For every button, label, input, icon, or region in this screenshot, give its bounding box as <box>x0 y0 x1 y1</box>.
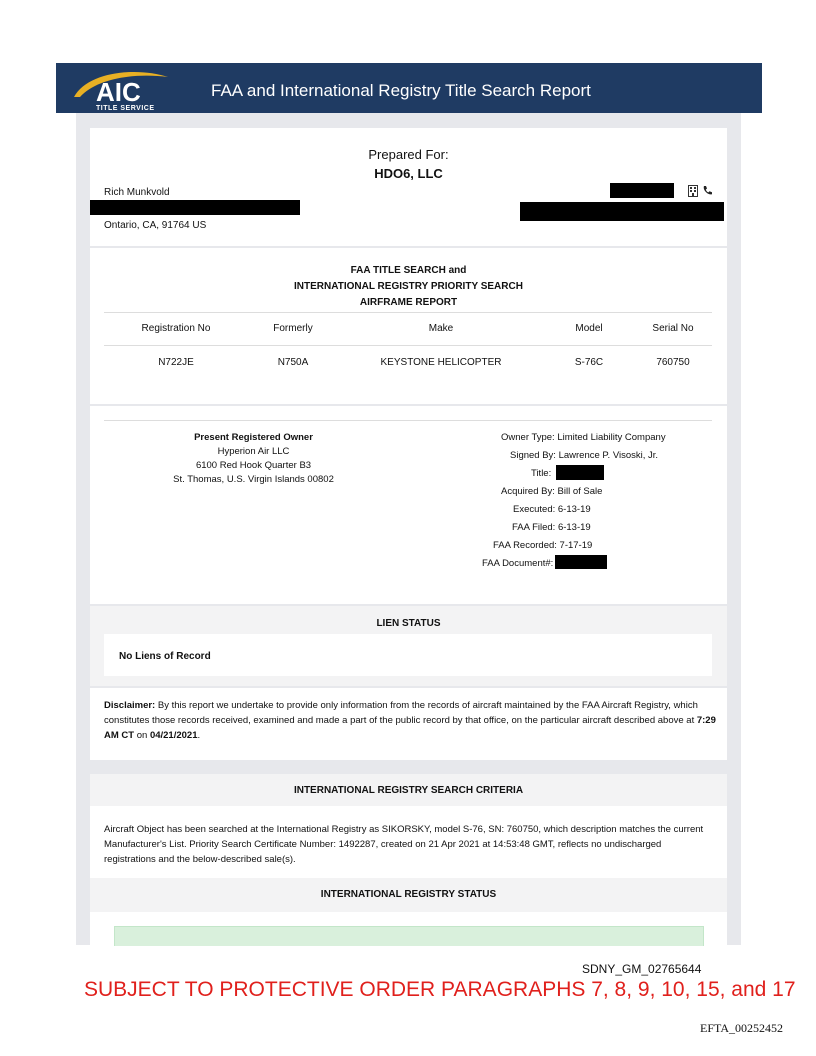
redacted-phone <box>610 183 674 198</box>
signed-by-label: Signed By: <box>510 450 556 461</box>
disclaimer-on: on <box>134 730 150 741</box>
cell-registration: N722JE <box>158 357 194 368</box>
owner-type-row <box>501 432 666 443</box>
faa-recorded-row <box>493 540 592 551</box>
faa-recorded-label: FAA Recorded: <box>493 540 557 551</box>
ir-criteria-heading-bar <box>90 774 727 806</box>
faa-search-card <box>90 248 727 404</box>
signed-by-row <box>510 450 658 461</box>
faa-document-label: FAA Document#: <box>482 558 554 569</box>
report-header <box>56 63 762 113</box>
ir-status-heading-bar <box>90 878 727 912</box>
title-label: Title: <box>531 468 552 479</box>
faa-filed-row <box>512 522 591 533</box>
building-icon <box>688 185 698 197</box>
efta-number: EFTA_00252452 <box>700 1021 784 1035</box>
col-header-formerly: Formerly <box>273 323 313 334</box>
prepared-for-card <box>90 128 727 246</box>
disclaimer-text <box>104 698 716 743</box>
aic-logo <box>68 67 176 111</box>
acquired-by-row <box>501 486 602 497</box>
prepared-for-label: Prepared For: <box>368 147 449 162</box>
logo-sub-text: TITLE SERVICE <box>96 105 155 111</box>
faa-title-line3: AIRFRAME REPORT <box>359 297 458 308</box>
phone-icon <box>702 185 713 196</box>
faa-filed-label: FAA Filed: <box>512 522 556 533</box>
table-top-rule <box>104 312 712 313</box>
contact-name: Rich Munkvold <box>104 187 170 198</box>
faa-title-line1: FAA TITLE SEARCH and <box>350 265 467 276</box>
contact-city: Ontario, CA, 91764 US <box>104 220 207 231</box>
ir-criteria-heading: INTERNATIONAL REGISTRY SEARCH CRITERIA <box>293 785 524 796</box>
cell-serial: 760750 <box>656 357 690 368</box>
redacted-email <box>520 202 724 221</box>
owner-top-rule <box>104 420 712 421</box>
disclaimer-time: 7:29 AM CT <box>104 715 716 741</box>
ir-status-card <box>90 912 727 945</box>
owner-type-value: Limited Liability Company <box>557 432 666 443</box>
col-header-make: Make <box>428 323 454 334</box>
faa-title-line2: INTERNATIONAL REGISTRY PRIORITY SEARCH <box>294 281 523 292</box>
disclaimer-body: By this report we undertake to provide only information from the records of aircraft maintained by the FAA Aircraft Registry, which constitutes those records received, examined and made a part of the public record by that office, on the particular aircraft described above at <box>104 700 698 726</box>
cell-formerly: N750A <box>277 357 309 368</box>
lien-text: No Liens of Record <box>119 651 211 662</box>
owner-address2: St. Thomas, U.S. Virgin Islands 00802 <box>173 474 334 485</box>
owner-type-label: Owner Type: <box>501 432 555 443</box>
signed-by-value: Lawrence P. Visoski, Jr. <box>558 450 659 461</box>
faa-recorded-value: 7-17-19 <box>559 540 593 551</box>
acquired-by-value: Bill of Sale <box>557 486 603 497</box>
lien-heading: LIEN STATUS <box>376 618 441 629</box>
disclaimer-end: . <box>197 730 201 741</box>
table-header-rule <box>104 345 712 346</box>
acquired-by-label: Acquired By: <box>501 486 555 497</box>
client-company: HDO6, LLC <box>374 166 443 181</box>
owner-heading: Present Registered Owner <box>194 432 313 443</box>
report-title: FAA and International Registry Title Search Report <box>211 81 591 100</box>
ir-criteria-card <box>90 806 727 878</box>
executed-label: Executed: <box>513 504 556 515</box>
executed-row <box>513 504 591 515</box>
disclaimer-card <box>90 688 727 760</box>
col-header-model: Model <box>575 323 603 334</box>
lien-box <box>104 634 712 676</box>
col-header-serial: Serial No <box>652 323 694 334</box>
executed-value: 6-13-19 <box>557 504 591 515</box>
faa-filed-value: 6-13-19 <box>557 522 591 533</box>
disclaimer-label: Disclaimer: <box>104 700 156 711</box>
ir-status-heading: INTERNATIONAL REGISTRY STATUS <box>320 889 497 900</box>
logo-main-text: AIC <box>96 77 141 107</box>
col-header-registration: Registration No <box>141 323 211 334</box>
owner-address1: 6100 Red Hook Quarter B3 <box>195 460 312 471</box>
owner-card <box>90 406 727 604</box>
disclaimer-date: 04/21/2021 <box>149 730 198 741</box>
bates-number: SDNY_GM_02765644 <box>582 962 702 976</box>
lien-status-section <box>90 606 727 686</box>
cell-make: KEYSTONE HELICOPTER <box>380 357 502 368</box>
ir-criteria-text: Aircraft Object has been searched at the International Registry as SIKORSKY, model S-76, SN: 760750, which description matches the current Manufacturer's List. Priority Search Certificate Number: 1492287, created on 21 Apr 2021 at 14:53:48 GMT, reflects no undischarged registrations and the below-described sale(s). <box>104 824 704 865</box>
cell-model: S-76C <box>574 357 604 368</box>
redacted-title <box>556 465 604 480</box>
redacted-document-number <box>555 555 607 569</box>
owner-name: Hyperion Air LLC <box>217 446 290 457</box>
redacted-address <box>90 200 300 215</box>
protective-order-notice: SUBJECT TO PROTECTIVE ORDER PARAGRAPHS 7, 8, 9, 10, 15, and 17 <box>84 978 796 1001</box>
ir-status-green-box <box>114 926 704 946</box>
